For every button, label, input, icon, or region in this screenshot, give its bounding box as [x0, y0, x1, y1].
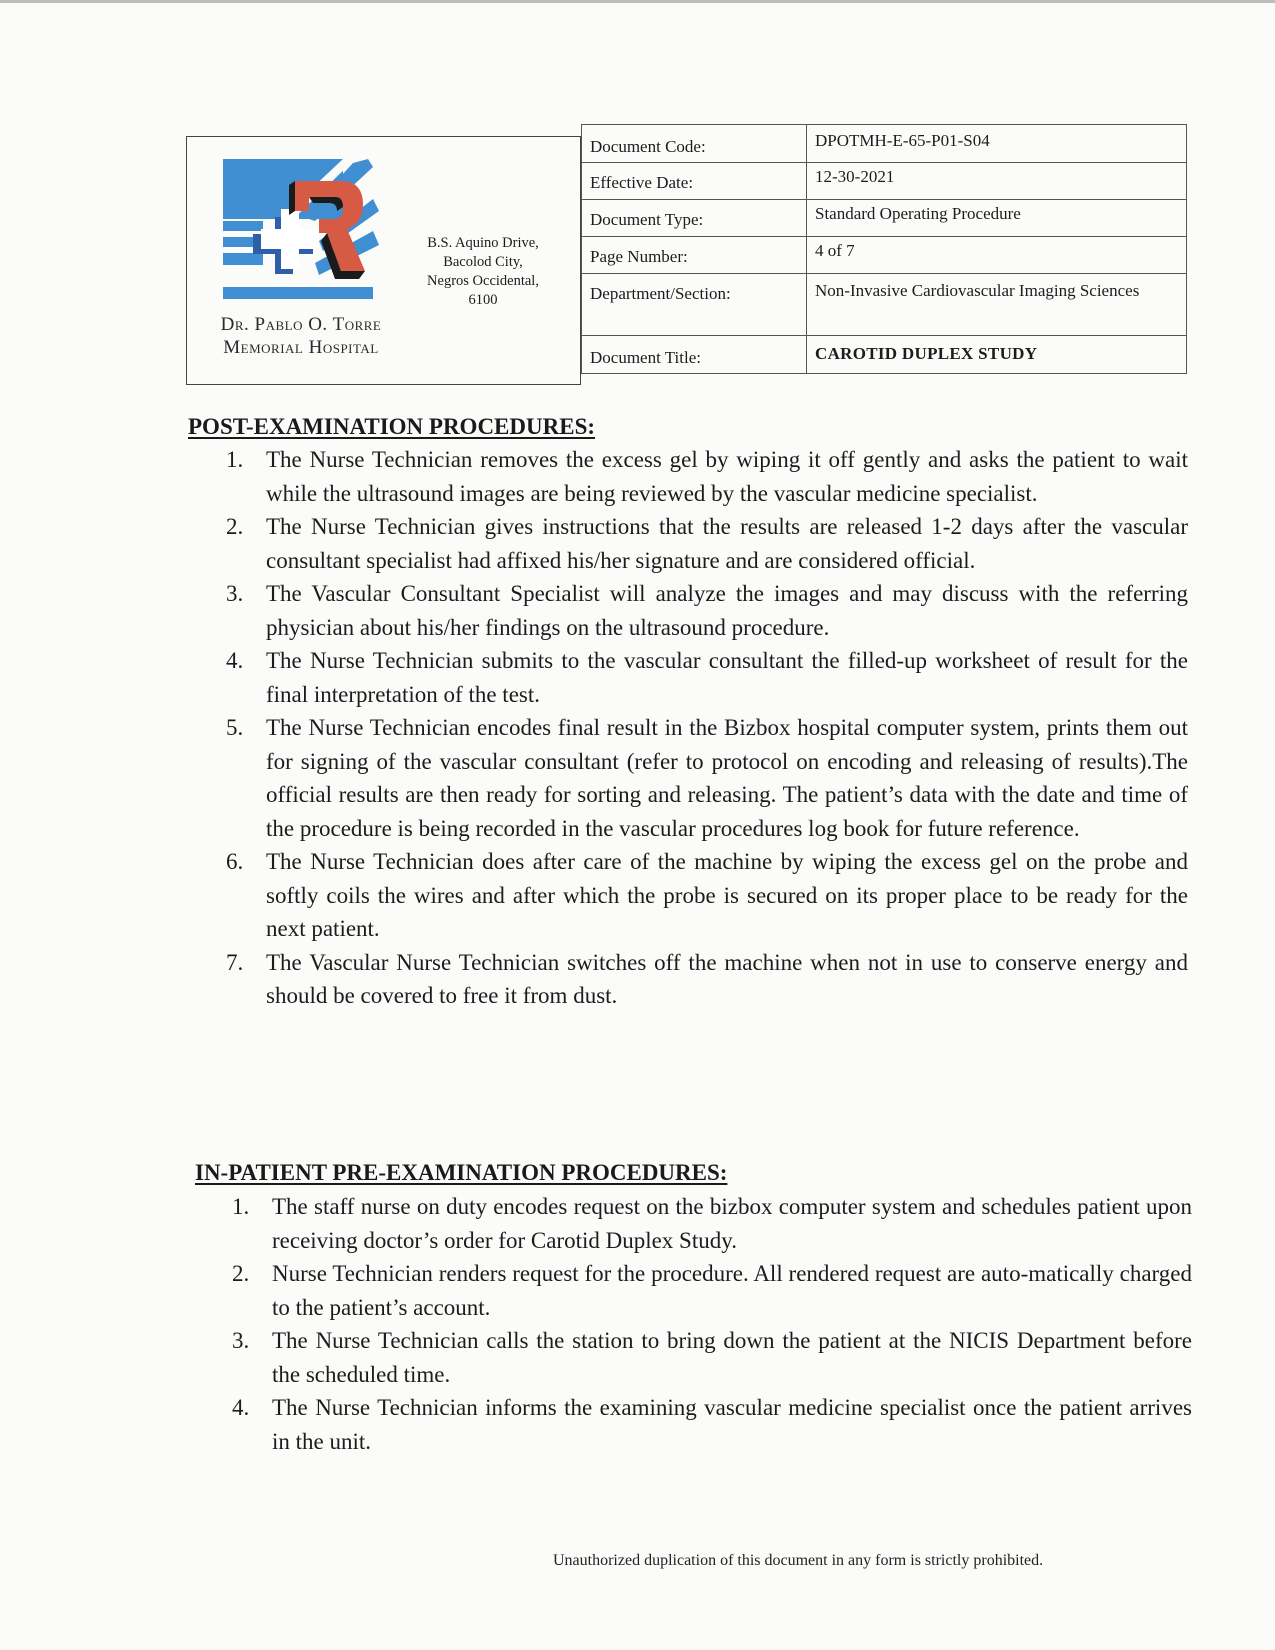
list-item: 3. The Nurse Technician calls the station to bring down the patient at the NICIS Department before the scheduled time. — [232, 1328, 1192, 1387]
list-item: 1. The staff nurse on duty encodes request on the bizbox computer system and schedules patient upon receiving doctor’s order for Carotid Duplex Study. — [232, 1194, 1192, 1253]
in-patient-pre-examination-list — [232, 1190, 1192, 1458]
meta-label: Document Type: — [582, 200, 807, 237]
hospital-address: B.S. Aquino Drive, Bacolod City, Negros Occidental, 6100 — [427, 235, 539, 308]
meta-label: Effective Date: — [582, 163, 807, 200]
meta-value: Standard Operating Procedure — [807, 200, 1187, 237]
meta-row-document-type — [582, 200, 1187, 237]
list-item: 2. Nurse Technician renders request for the procedure. All rendered request are auto-matically charged to the patient’s account. — [232, 1261, 1192, 1320]
meta-label: Document Code: — [582, 125, 807, 163]
post-examination-list — [226, 443, 1188, 1013]
document-title: CAROTID DUPLEX STUDY — [807, 336, 1187, 374]
list-item: 4. The Nurse Technician submits to the vascular consultant the filled-up worksheet of result for the final interpretation of the test. — [226, 648, 1188, 707]
list-item: 6. The Nurse Technician does after care of the machine by wiping the excess gel on the probe and softly coils the wires and after which the probe is secured on its proper place to be ready for the next patient. — [226, 849, 1188, 941]
document-metadata-table — [581, 124, 1187, 374]
meta-value: Non-Invasive Cardiovascular Imaging Sciences — [807, 274, 1187, 336]
meta-row-effective-date — [582, 163, 1187, 200]
meta-label: Department/Section: — [582, 274, 807, 336]
meta-row-document-title — [582, 336, 1187, 374]
meta-label: Page Number: — [582, 237, 807, 274]
list-item: 7. The Vascular Nurse Technician switches off the machine when not in use to conserve energy and should be covered to free it from dust. — [226, 949, 1188, 1008]
meta-row-document-code — [582, 125, 1187, 163]
list-item: 3. The Vascular Consultant Specialist will analyze the images and may discuss with the referring physician about his/her findings on the ultrasound procedure. — [226, 581, 1188, 640]
list-item: 2. The Nurse Technician gives instructions that the results are released 1-2 days after the vascular consultant specialist had affixed his/her signature and are considered official. — [226, 514, 1188, 573]
meta-row-page-number — [582, 237, 1187, 274]
list-item: 5. The Nurse Technician encodes final result in the Bizbox hospital computer system, prints them out for signing of the vascular consultant (refer to protocol on encoding and releasing of results).The official results are then ready for sorting and releasing. The patient’s data with the date and time of the procedure is being recorded in the vascular procedures log book for future reference. — [226, 715, 1188, 841]
list-item: 4. The Nurse Technician informs the examining vascular medicine specialist once the patient arrives in the unit. — [232, 1395, 1192, 1454]
scan-edge — [0, 0, 1275, 3]
meta-label: Document Title: — [582, 336, 807, 374]
hospital-logo-cross-r-icon — [223, 159, 379, 299]
header-logo-box — [186, 136, 581, 385]
section-title-in-patient-pre-examination: IN-PATIENT PRE-EXAMINATION PROCEDURES: — [195, 1160, 728, 1185]
meta-row-department — [582, 274, 1187, 336]
meta-value: 12-30-2021 — [807, 163, 1187, 200]
list-item: 1. The Nurse Technician removes the excess gel by wiping it off gently and asks the patient to wait while the ultrasound images are being reviewed by the vascular medicine specialist. — [226, 447, 1188, 506]
meta-value: 4 of 7 — [807, 237, 1187, 274]
meta-value: DPOTMH-E-65-P01-S04 — [807, 125, 1187, 163]
footer-notice: Unauthorized duplication of this document in any form is strictly prohibited. — [553, 1552, 1044, 1569]
hospital-name: Dr. Pablo O. Torre Memorial Hospital — [220, 314, 382, 358]
section-title-post-examination: POST-EXAMINATION PROCEDURES: — [188, 414, 596, 439]
